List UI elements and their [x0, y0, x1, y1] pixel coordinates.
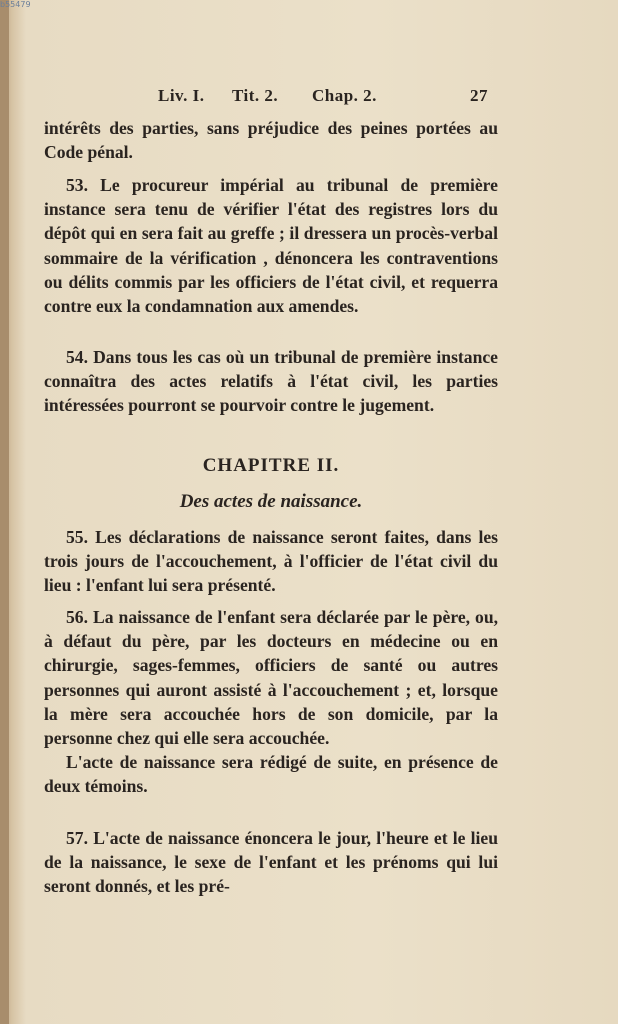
continuation-paragraph: intérêts des parties, sans préjudice des peines portées au Code pénal. [44, 118, 498, 163]
page-number: 27 [470, 86, 488, 105]
article-54-text: Dans tous les cas où un tribunal de première instance connaîtra des actes relatifs à l'état civil, les parties intéressées pourront se pourvoir contre le jugement. [44, 347, 498, 416]
book-spine-shadow [0, 0, 9, 1024]
article-55-paragraph [44, 525, 498, 598]
article-56 [44, 605, 498, 799]
article-54-paragraph [44, 345, 498, 418]
article-53-paragraph [44, 173, 498, 318]
article-57-text: L'acte de naissance énoncera le jour, l'heure et le lieu de la naissance, le sexe de l'enfant et les prénoms qui lui seront donnés, et les pré- [44, 828, 498, 897]
article-56-paragraph [44, 605, 498, 750]
article-57-number: 57. [66, 828, 88, 848]
article-55 [44, 525, 498, 598]
article-56-text: La naissance de l'enfant sera déclarée par le père, ou, à défaut du père, par les docteurs en médecine ou en chirurgie, sages-femmes, officiers de santé ou autres personnes qui auront assisté à l'accouchement ; et, lorsque la mère sera accouchée hors de son domicile, par la personne chez qui elle sera accouchée. [44, 607, 499, 749]
article-54 [44, 345, 498, 418]
article-56-number: 56. [66, 607, 88, 627]
article-57 [44, 826, 498, 899]
article-55-text: Les déclarations de naissance seront faites, dans les trois jours de l'accouchement, à l'officier de l'état civil du lieu : l'enfant lui sera présenté. [44, 527, 498, 596]
header-chapitre: Chap. 2. [312, 86, 377, 105]
article-53-number: 53. [66, 175, 88, 195]
article-53-text: Le procureur impérial au tribunal de première instance sera tenu de vérifier l'état des registres lors du dépôt qui en sera fait au greffe ; il dressera un procès-verbal sommaire de la vérification , dénoncera les contraventions ou délits commis par les officiers de l'état civil, et requerra contre eux la condamnation aux amendes. [44, 175, 498, 317]
chapter-title: CHAPITRE II. [202, 455, 340, 476]
article-54-number: 54. [66, 347, 88, 367]
section-title: Des actes de naissance. [179, 491, 363, 512]
article-55-number: 55. [66, 527, 88, 547]
library-stamp: b55479 [0, 0, 31, 9]
header-livre: Liv. I. [158, 86, 205, 105]
article-56-paragraph-2: L'acte de naissance sera rédigé de suite, en présence de deux témoins. [44, 752, 498, 797]
header-titre: Tit. 2. [232, 86, 279, 105]
article-53 [44, 173, 498, 318]
text-block-upper [44, 116, 498, 164]
article-57-paragraph [44, 826, 498, 899]
running-header [158, 86, 498, 108]
